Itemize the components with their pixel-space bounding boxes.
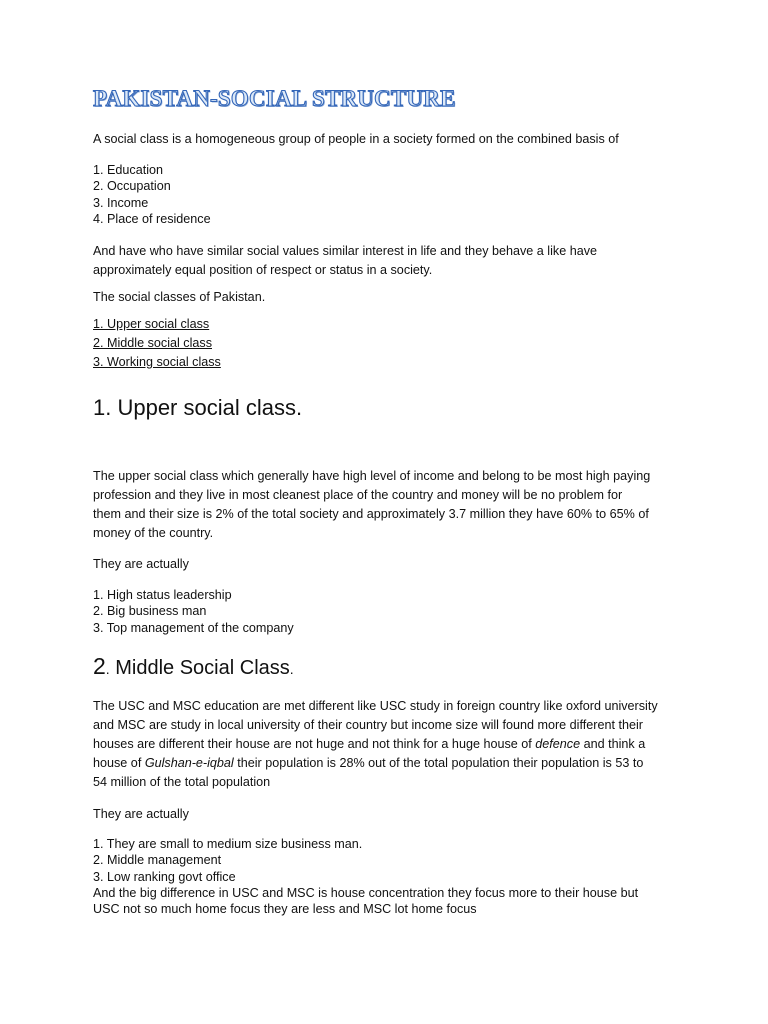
emphasis-defence: defence <box>535 737 581 751</box>
paragraph-line: 54 million of the total population <box>93 775 271 789</box>
text-run: house of <box>93 756 145 770</box>
list-item: 3. Top management of the company <box>93 620 294 635</box>
classes-list <box>93 315 221 372</box>
text-run: and think a <box>580 737 646 751</box>
middle-class-paragraph <box>93 697 658 792</box>
heading-number: 2 <box>93 653 106 679</box>
paragraph-line: And have who have similar social values similar interest in life and they behave a like have <box>93 244 598 258</box>
middle-class-heading <box>93 653 294 680</box>
list-item: 1. Education <box>93 163 164 177</box>
emphasis-gulshan: Gulshan-e-iqbal <box>144 756 234 770</box>
upper-class-heading: 1. Upper social class. <box>93 395 303 420</box>
heading-text: Middle Social Class <box>109 657 290 679</box>
list-item: 1. High status leadership <box>93 588 232 602</box>
list-item: 3. Income <box>93 195 149 210</box>
class-link-middle[interactable]: 2. Middle social class <box>93 336 212 350</box>
paragraph-line: The USC and MSC education are met different like USC study in foreign country like oxford university <box>93 699 658 713</box>
list-item: 2. Big business man <box>93 604 207 619</box>
paragraph-line: The upper social class which generally have high level of income and belong to be most high paying <box>93 469 651 483</box>
middle-items-list <box>93 836 638 917</box>
list-item: USC not so much home focus they are less and MSC lot home focus <box>93 902 477 917</box>
heading-end: . <box>289 661 294 677</box>
middle-actually-text: They are actually <box>93 807 189 821</box>
bases-list <box>93 162 211 227</box>
list-item: 3. Low ranking govt office <box>93 869 236 884</box>
paragraph-line <box>93 754 658 773</box>
class-link-upper[interactable]: 1. Upper social class <box>93 317 210 331</box>
page-title: PAKISTAN-SOCIAL STRUCTURE <box>93 86 456 111</box>
list-item: 2. Middle management <box>93 853 222 868</box>
list-item: 1. They are small to medium size business man. <box>93 837 363 851</box>
paragraph-line: profession and they live in most cleanest place of the country and money will be no problem for <box>93 488 623 502</box>
list-item: And the big difference in USC and MSC is house concentration they focus more to their house but <box>93 885 639 900</box>
paragraph-line: them and their size is 2% of the total society and approximately 3.7 million they have 60% to 65% of <box>93 507 649 521</box>
upper-actually-text: They are actually <box>93 557 189 571</box>
paragraph-line <box>93 735 658 754</box>
text-run: houses are different their house are not huge and not think for a huge house of <box>93 737 536 751</box>
values-paragraph <box>93 242 597 280</box>
list-item: 4. Place of residence <box>93 211 211 226</box>
classes-heading: The social classes of Pakistan. <box>93 290 266 304</box>
paragraph-line: money of the country. <box>93 526 214 540</box>
paragraph-line: and MSC are study in local university of their country but income size will found more different their <box>93 718 643 732</box>
upper-items-list <box>93 587 294 636</box>
paragraph-line: approximately equal position of respect or status in a society. <box>93 263 433 277</box>
list-item: 2. Occupation <box>93 179 171 194</box>
intro-text: A social class is a homogeneous group of people in a society formed on the combined basis of <box>93 132 619 146</box>
upper-class-paragraph <box>93 467 650 543</box>
text-run: their population is 28% out of the total population their population is 53 to <box>233 756 644 770</box>
heading-dot: . <box>105 661 110 677</box>
class-link-working[interactable]: 3. Working social class <box>93 355 221 369</box>
